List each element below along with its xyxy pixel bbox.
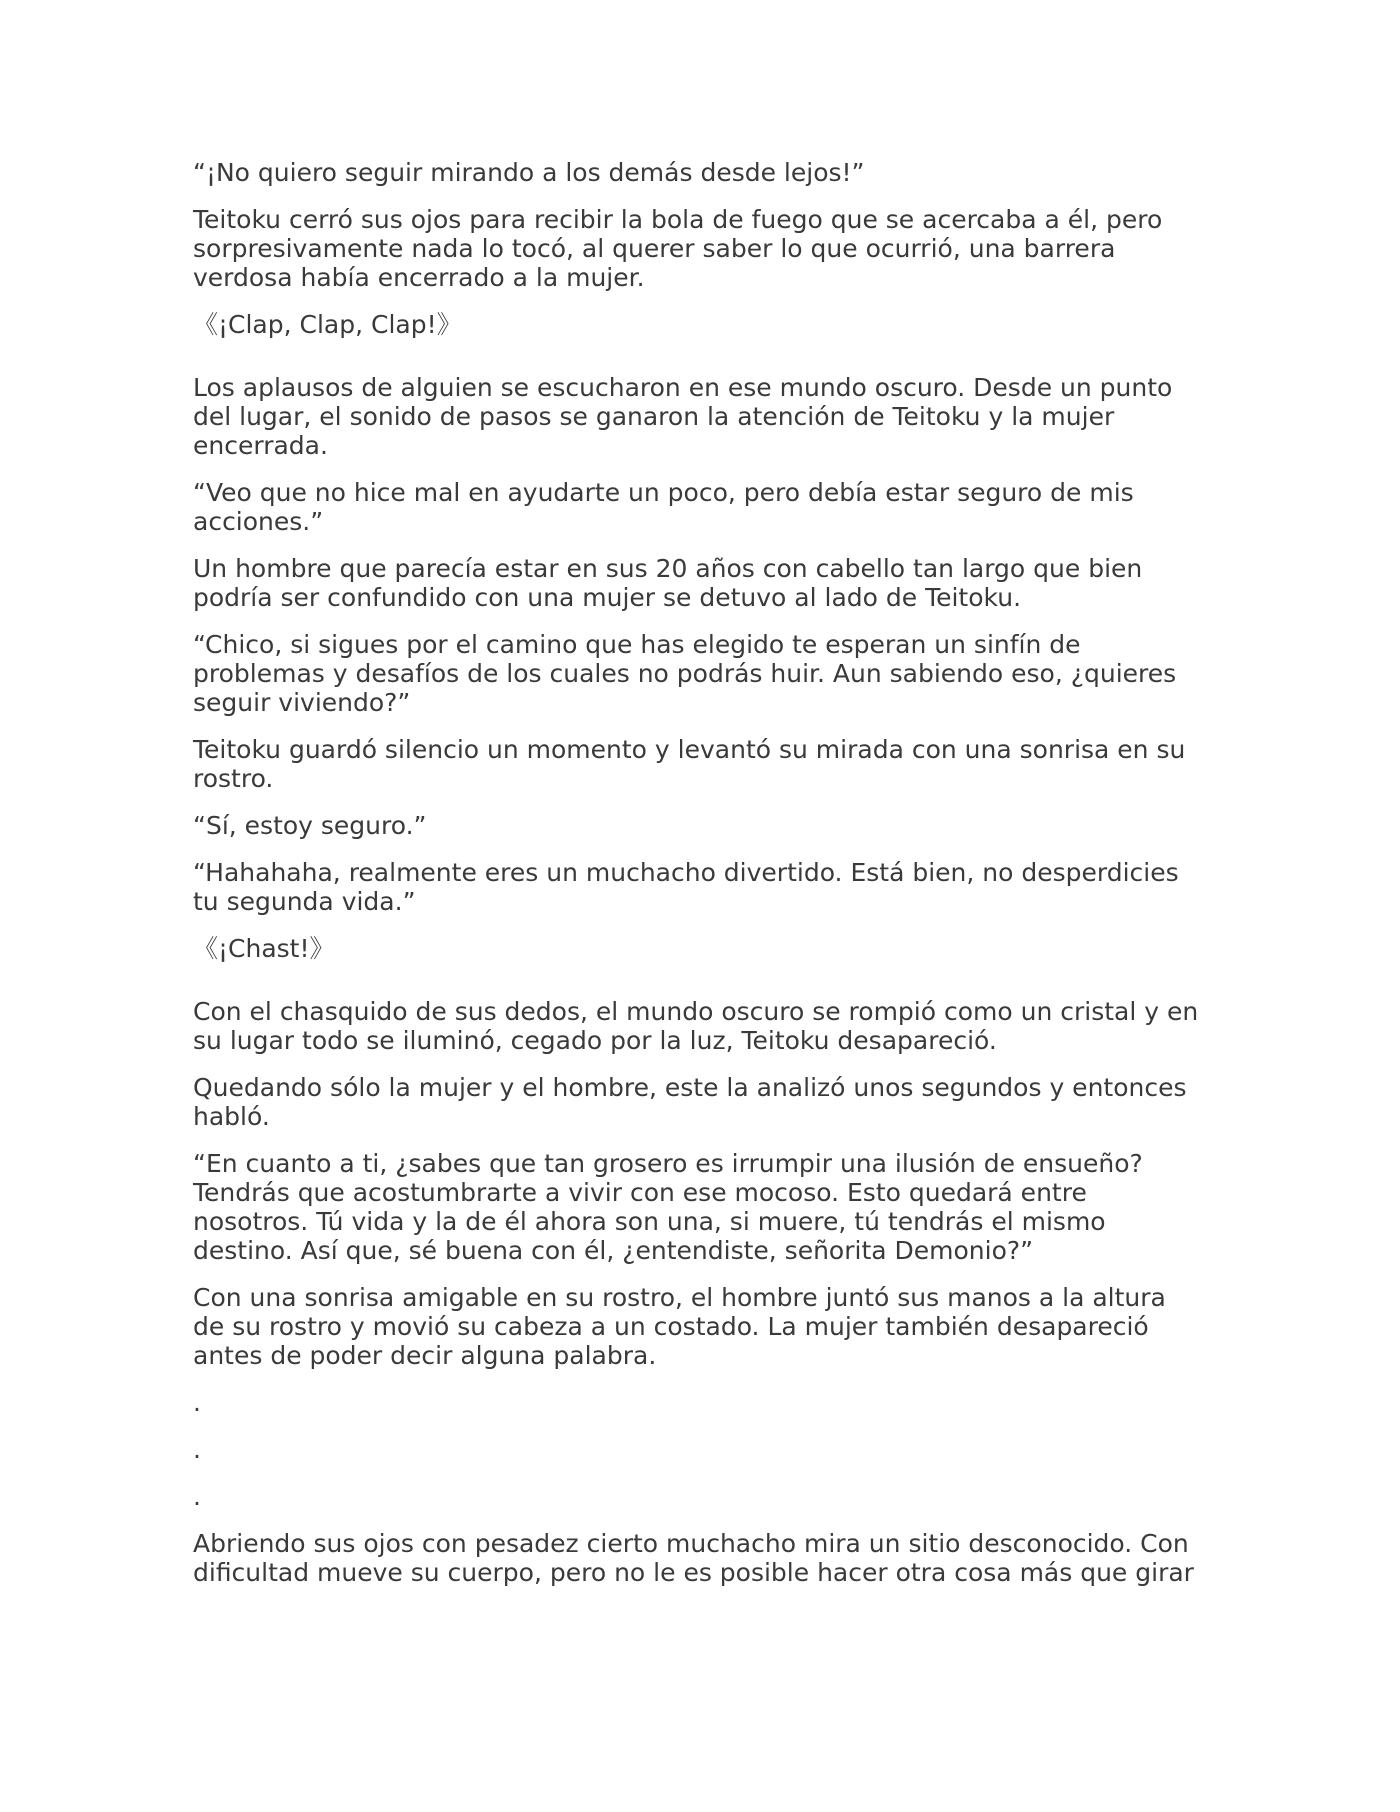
scene-break-dot-1: .: [193, 1388, 201, 1417]
paragraph-10: Con el chasquido de sus dedos, el mundo oscuro se rompió como un cristal y en su lugar todo se iluminó, cegado por la luz, Teitoku desapareció.: [193, 997, 1199, 1055]
scene-break-dot-2: .: [193, 1435, 201, 1464]
paragraph-14: Abriendo sus ojos con pesadez cierto muchacho mira un sitio desconocido. Con dificultad mueve su cuerpo, pero no le es posible hacer otra cosa más que girar: [193, 1529, 1194, 1587]
paragraph-8: “Sí, estoy seguro.”: [193, 811, 427, 840]
paragraph-11: Quedando sólo la mujer y el hombre, este la analizó unos segundos y entonces habló.: [193, 1073, 1187, 1131]
paragraph-1: “¡No quiero seguir mirando a los demás desde lejos!”: [193, 158, 865, 187]
sound-effect-clap: 《¡Clap, Clap, Clap!》: [193, 310, 462, 339]
paragraph-2: Teitoku cerró sus ojos para recibir la bola de fuego que se acercaba a él, pero sorpresivamente nada lo tocó, al querer saber lo que ocurrió, una barrera verdosa había encerrado a la mujer.: [193, 205, 1163, 292]
paragraph-13: Con una sonrisa amigable en su rostro, el hombre juntó sus manos a la altura de su rostro y movió su cabeza a un costado. La mujer también desapareció antes de poder decir alguna palabra.: [193, 1283, 1166, 1370]
paragraph-7: Teitoku guardó silencio un momento y levantó su mirada con una sonrisa en su rostro.: [193, 735, 1186, 793]
paragraph-6: “Chico, si sigues por el camino que has elegido te esperan un sinfín de problemas y desafíos de los cuales no podrás huir. Aun sabiendo eso, ¿quieres seguir viviendo?”: [193, 630, 1177, 717]
paragraph-12: “En cuanto a ti, ¿sabes que tan grosero es irrumpir una ilusión de ensueño? Tendrás que acostumbrarte a vivir con ese mocoso. Esto quedará entre nosotros. Tú vida y la de él ahora son una, si muere, tú tendrás el mismo destino. Así que, sé buena con él, ¿entendiste, señorita Demonio?”: [193, 1149, 1143, 1265]
sound-effect-chast: 《¡Chast!》: [193, 934, 335, 963]
document-body: [193, 158, 1203, 1605]
paragraph-3: Los aplausos de alguien se escucharon en ese mundo oscuro. Desde un punto del lugar, el sonido de pasos se ganaron la atención de Teitoku y la mujer encerrada.: [193, 373, 1173, 460]
scene-break-dot-3: .: [193, 1482, 201, 1511]
paragraph-9: “Hahahaha, realmente eres un muchacho divertido. Está bien, no desperdicies tu segunda vida.”: [193, 858, 1179, 916]
paragraph-4: “Veo que no hice mal en ayudarte un poco, pero debía estar seguro de mis acciones.”: [193, 478, 1134, 536]
paragraph-5: Un hombre que parecía estar en sus 20 años con cabello tan largo que bien podría ser confundido con una mujer se detuvo al lado de Teitoku.: [193, 554, 1143, 612]
